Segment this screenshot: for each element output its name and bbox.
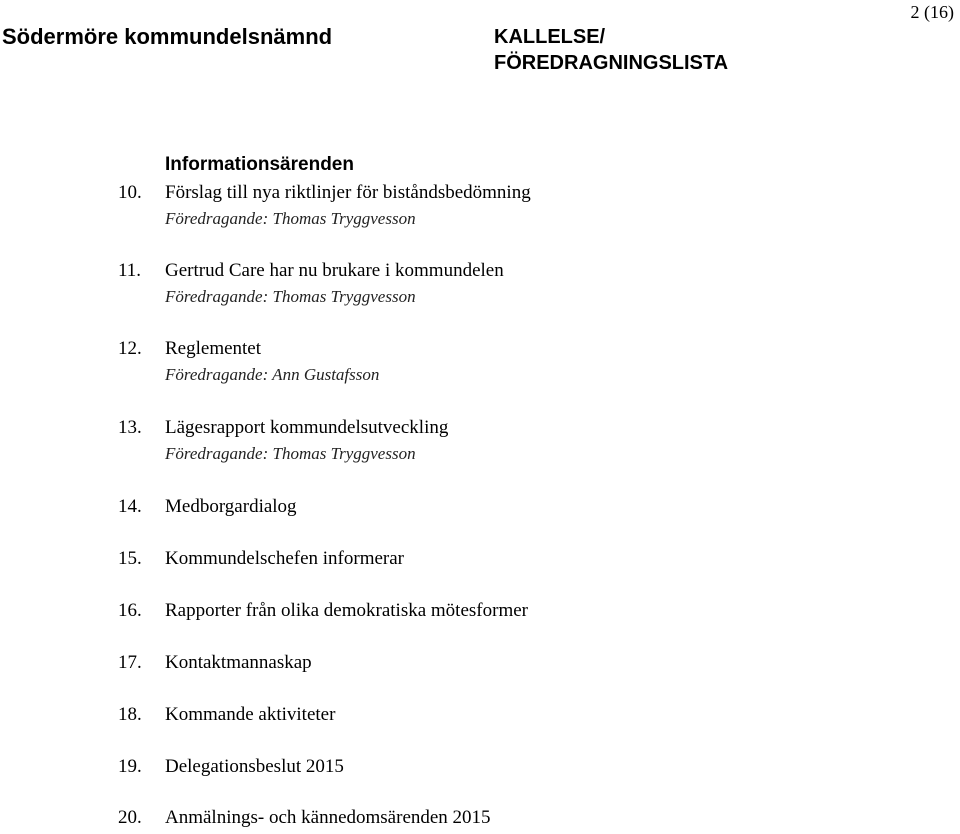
agenda-item-presenter: Föredragande: Thomas Tryggvesson [165,209,416,228]
agenda-item-number: 14. [118,496,142,517]
agenda-item [118,258,504,310]
agenda-item-number: 11. [118,260,142,281]
agenda-item-title: Delegationsbeslut 2015 [165,756,344,777]
document-type-line-2: FÖREDRAGNINGSLISTA [494,52,729,74]
agenda-item-number: 12. [118,338,142,359]
agenda-item [118,598,528,624]
agenda-item-title: Kommande aktiviteter [165,704,336,725]
agenda-item-title: Rapporter från olika demokratiska mötesformer [165,600,528,621]
agenda-item-presenter: Föredragande: Thomas Tryggvesson [165,444,416,463]
agenda-item [118,546,404,572]
agenda-item-number: 20. [118,807,142,828]
agenda-item-title: Lägesrapport kommundelsutveckling [165,417,449,438]
agenda-item-title: Kontaktmannaskap [165,652,312,673]
agenda-item-presenter: Föredragande: Thomas Tryggvesson [165,287,416,306]
agenda-item [118,805,491,831]
agenda-item-title: Gertrud Care har nu brukare i kommundelen [165,260,504,281]
organization-name: Södermöre kommundelsnämnd [2,24,333,49]
agenda-item-title: Kommundelschefen informerar [165,548,404,569]
agenda-item [118,754,344,780]
agenda-item-number: 13. [118,417,142,438]
agenda-item-number: 17. [118,652,142,673]
agenda-item-title: Medborgardialog [165,496,297,517]
agenda-item [118,180,531,232]
agenda-item [118,650,312,676]
agenda-item [118,336,379,388]
agenda-item-title: Anmälnings- och kännedomsärenden 2015 [165,807,491,828]
agenda-item-title: Reglementet [165,338,262,359]
agenda-item [118,702,335,728]
agenda-item-number: 15. [118,548,142,569]
document-type [494,24,728,76]
page-number: 2 (16) [910,2,954,22]
agenda-item-presenter: Föredragande: Ann Gustafsson [165,365,380,384]
agenda-item-number: 18. [118,704,142,725]
document-type-line-1: KALLELSE/ [494,26,606,48]
section-title: Informationsärenden [165,154,354,175]
agenda-item [118,415,448,467]
agenda-item-number: 16. [118,600,142,621]
agenda-item-number: 19. [118,756,142,777]
agenda-item-title: Förslag till nya riktlinjer för biståndsbedömning [165,182,531,203]
agenda-item-number: 10. [118,182,142,203]
agenda-item [118,494,297,520]
